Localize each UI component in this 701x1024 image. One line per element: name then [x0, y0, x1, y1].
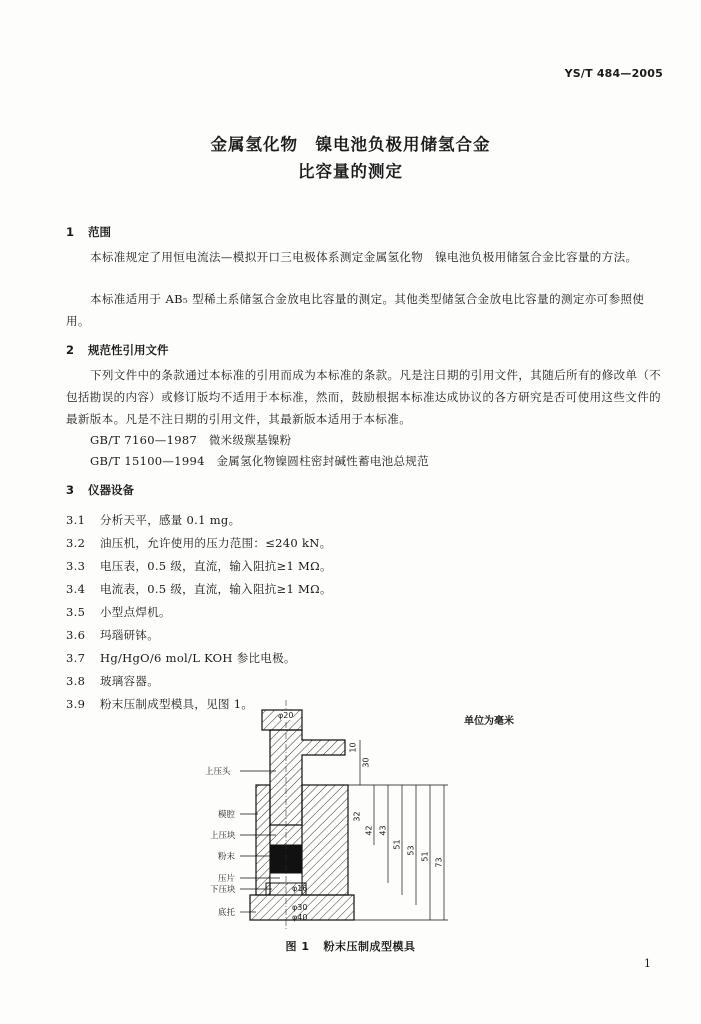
standard-code: YS/T 484—2005	[564, 67, 663, 80]
title-line-2: 比容量的测定	[298, 162, 403, 181]
dim-43: 43	[378, 825, 388, 836]
dim-51a: 51	[392, 839, 402, 850]
dim-10: 10	[348, 742, 358, 753]
label-lower-block: 下压块	[210, 885, 236, 895]
dim-d16: φ16	[292, 884, 308, 893]
dim-d20: φ20	[278, 711, 294, 720]
section-number: 1	[66, 225, 75, 239]
dim-73: 73	[434, 857, 444, 868]
title-line-1: 金属氢化物 镍电池负极用储氢合金	[210, 135, 491, 154]
list-item: 3.4 电流表，0.5 级，直流，输入阻抗≥1 MΩ。	[66, 582, 332, 596]
section-title: 仪器设备	[88, 483, 134, 497]
dim-d30: φ30	[292, 903, 308, 912]
label-upper-block: 上压块	[210, 831, 236, 841]
dim-51b: 51	[420, 851, 430, 862]
page-number: 1	[644, 957, 651, 970]
reference-item: GB/T 15100—1994 金属氢化物镍圆柱密封碱性蓄电池总规范	[90, 454, 429, 468]
label-pellet: 压片	[218, 874, 236, 884]
dim-32: 32	[352, 811, 362, 822]
reference-item: GB/T 7160—1987 微米级羰基镍粉	[90, 433, 292, 447]
section-number: 3	[66, 483, 75, 497]
list-item: 3.8 玻璃容器。	[66, 674, 159, 688]
figure-caption	[0, 938, 701, 954]
dim-30: 30	[361, 757, 371, 768]
label-base: 底托	[218, 908, 236, 918]
list-item: 3.9 粉末压制成型模具，见图 1。	[66, 697, 254, 711]
section-title: 范围	[88, 225, 111, 239]
section-title: 规范性引用文件	[88, 343, 169, 357]
paragraph-references: 下列文件中的条款通过本标准的引用而成为本标准的条款。凡是注日期的引用文件，其随后所有的修改单（不包括勘误的内容）或修订版均不适用于本标准，然而，鼓励根据本标准达成协议的各方研究是否可使用这些文件的最新版本。凡是不注日期的引用文件，其最新版本适用于本标准。	[66, 368, 662, 426]
list-item: 3.2 油压机，允许使用的压力范围：≤240 kN。	[66, 536, 332, 550]
dim-53: 53	[406, 845, 416, 856]
label-powder: 粉末	[218, 852, 236, 862]
section-number: 2	[66, 343, 75, 357]
dim-42: 42	[364, 825, 374, 836]
figure-title: 粉末压制成型模具	[323, 940, 416, 953]
paragraph-scope-2: 本标准适用于 AB₅ 型稀土系储氢合金放电比容量的测定。其他类型储氢合金放电比容量的测定亦可参照使用。	[66, 292, 645, 328]
die-right-wall	[302, 785, 348, 895]
label-upper-head: 上压头	[205, 767, 231, 777]
die-left-wall	[256, 785, 270, 895]
dim-d40: φ40	[292, 913, 308, 922]
figure-unit-note: 单位为毫米	[464, 716, 514, 727]
figure-number: 图 1	[285, 940, 310, 953]
list-item: 3.7 Hg/HgO/6 mol/L KOH 参比电极。	[66, 651, 296, 665]
list-item: 3.6 玛瑙研钵。	[66, 628, 159, 642]
list-item: 3.3 电压表，0.5 级，直流，输入阻抗≥1 MΩ。	[66, 559, 332, 573]
list-item: 3.1 分析天平，感量 0.1 mg。	[66, 513, 241, 527]
paragraph-scope-1: 本标准规定了用恒电流法—模拟开口三电极体系测定金属氢化物 镍电池负极用储氢合金比容量的方法。	[90, 250, 638, 264]
list-item: 3.5 小型点焊机。	[66, 605, 171, 619]
label-die: 模腔	[218, 810, 236, 820]
